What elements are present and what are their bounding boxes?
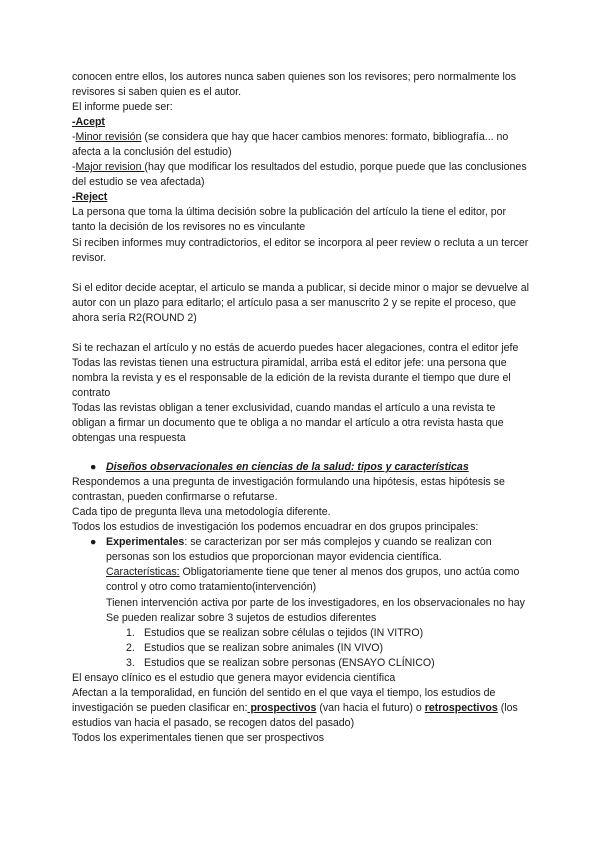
section-heading <box>72 460 532 475</box>
minor-revision-text: (se considera que hay que hacer cambios menores: formato, bibliografía... no afecta a la conclusión del estudio) <box>72 131 509 159</box>
acept-heading: -Acept <box>72 116 105 129</box>
paragraph: Si reciben informes muy contradictorios, el editor se incorpora al peer review o recluta a un tercer revisor. <box>72 236 529 264</box>
paragraph: Si te rechazan el artículo y no estás de acuerdo puedes hacer alegaciones, contra el editor jefe <box>72 341 519 354</box>
experimentales-text: : se caracterizan por ser más complejos y cuando se realizan con personas son los estudios que proporcionan mayor evidencia científica. <box>106 536 492 564</box>
list-number: 2. <box>126 641 135 654</box>
document-page <box>72 70 532 746</box>
paragraph: La persona que toma la última decisión sobre la publicación del artículo la tiene el editor, por tanto la decisión de los revisores no es vinculante <box>72 206 507 234</box>
list-text: Estudios que se realizan sobre animales (IN VIVO) <box>144 641 384 654</box>
reject-heading: -Reject <box>72 191 108 204</box>
caracteristicas-label: Características: <box>106 566 180 579</box>
major-revision-label: Major revision <box>75 161 145 174</box>
spacer <box>72 326 532 341</box>
paragraph: Cada tipo de pregunta lleva una metodología diferente. <box>72 506 331 519</box>
prospectivos-term: prospectivos <box>247 701 317 714</box>
paragraph: Se pueden realizar sobre 3 sujetos de estudios diferentes <box>106 611 377 624</box>
temporalidad-text: (van hacia el futuro) o <box>316 701 425 714</box>
paragraph: Respondemos a una pregunta de investigación formulando una hipótesis, estas hipótesis se contrastan, pueden confirmarse o refutarse. <box>72 476 505 504</box>
paragraph: Si el editor decide aceptar, el articulo se manda a publicar, si decide minor o major se devuelve al autor con un plazo para editarlo; el artículo pasa a ser manuscrito 2 y se repite el proceso, que ahora sería R2(ROUND 2) <box>72 281 529 324</box>
paragraph: El ensayo clínico es el estudio que genera mayor evidencia científica <box>72 671 396 684</box>
paragraph: Todas las revistas tienen una estructura piramidal, arriba está el editor jefe: una persona que nombra la revista y es el responsable de la edición de la revista durante el tiempo que dure el contrato <box>72 356 511 399</box>
paragraph: Tienen intervención activa por parte de los investigadores, en los observacionales no hay <box>106 596 525 609</box>
caracteristicas-text: Obligatoriamente tiene que tener al menos dos grupos, uno actúa como control y otro como tratamiento(intervención) <box>106 566 520 594</box>
list-number: 1. <box>126 626 135 639</box>
numbered-list-item <box>72 656 532 671</box>
temporalidad-text: Afectan a la temporalidad, en función del sentido en el que vaya el tiempo, los estudios de investigación se pueden clasificar en: <box>72 686 496 714</box>
dash: - <box>72 161 76 174</box>
paragraph: Todos los estudios de investigación los podemos encuadrar en dos grupos principales: <box>72 521 479 534</box>
paragraph: Todas las revistas obligan a tener exclusividad, cuando mandas el artículo a una revista te obligan a firmar un documento que te obliga a no mandar el artículo a otra revista hasta que obtengas una respuesta <box>72 401 504 445</box>
paragraph: conocen entre ellos, los autores nunca saben quienes son los revisores; pero normalmente los revisores si saben quien es el autor. <box>72 71 517 99</box>
spacer <box>72 266 532 281</box>
retrospectivos-term: retrospectivos <box>424 701 498 714</box>
bullet-dot: ● <box>90 461 97 474</box>
temporalidad-text: (los estudios van hacia el pasado, se recogen datos del pasado) <box>72 701 518 729</box>
numbered-list-item <box>72 641 532 656</box>
experimentales-item <box>72 535 532 565</box>
paragraph: Todos los experimentales tienen que ser prospectivos <box>72 731 325 744</box>
paragraph: El informe puede ser: <box>72 101 173 114</box>
major-revision-item <box>72 160 532 190</box>
major-revision-text: (hay que modificar los resultados del estudio, porque puede que las conclusiones del estudio se vea afectada) <box>72 161 527 189</box>
minor-revision-item <box>72 130 532 160</box>
temporalidad-paragraph <box>72 686 532 731</box>
experimentales-label: Experimentales <box>106 536 185 549</box>
minor-revision-label: Minor revisión <box>75 131 142 144</box>
list-text: Estudios que se realizan sobre personas (ENSAYO CLÍNICO) <box>144 656 435 669</box>
list-number: 3. <box>126 656 135 669</box>
list-text: Estudios que se realizan sobre células o tejidos (IN VITRO) <box>144 626 424 639</box>
caracteristicas-item <box>72 565 532 595</box>
section-heading-text: Diseños observacionales en ciencias de la salud: tipos y características <box>106 461 469 474</box>
numbered-list-item <box>72 626 532 641</box>
dash: - <box>72 131 76 144</box>
bullet-dot: ● <box>90 536 97 549</box>
